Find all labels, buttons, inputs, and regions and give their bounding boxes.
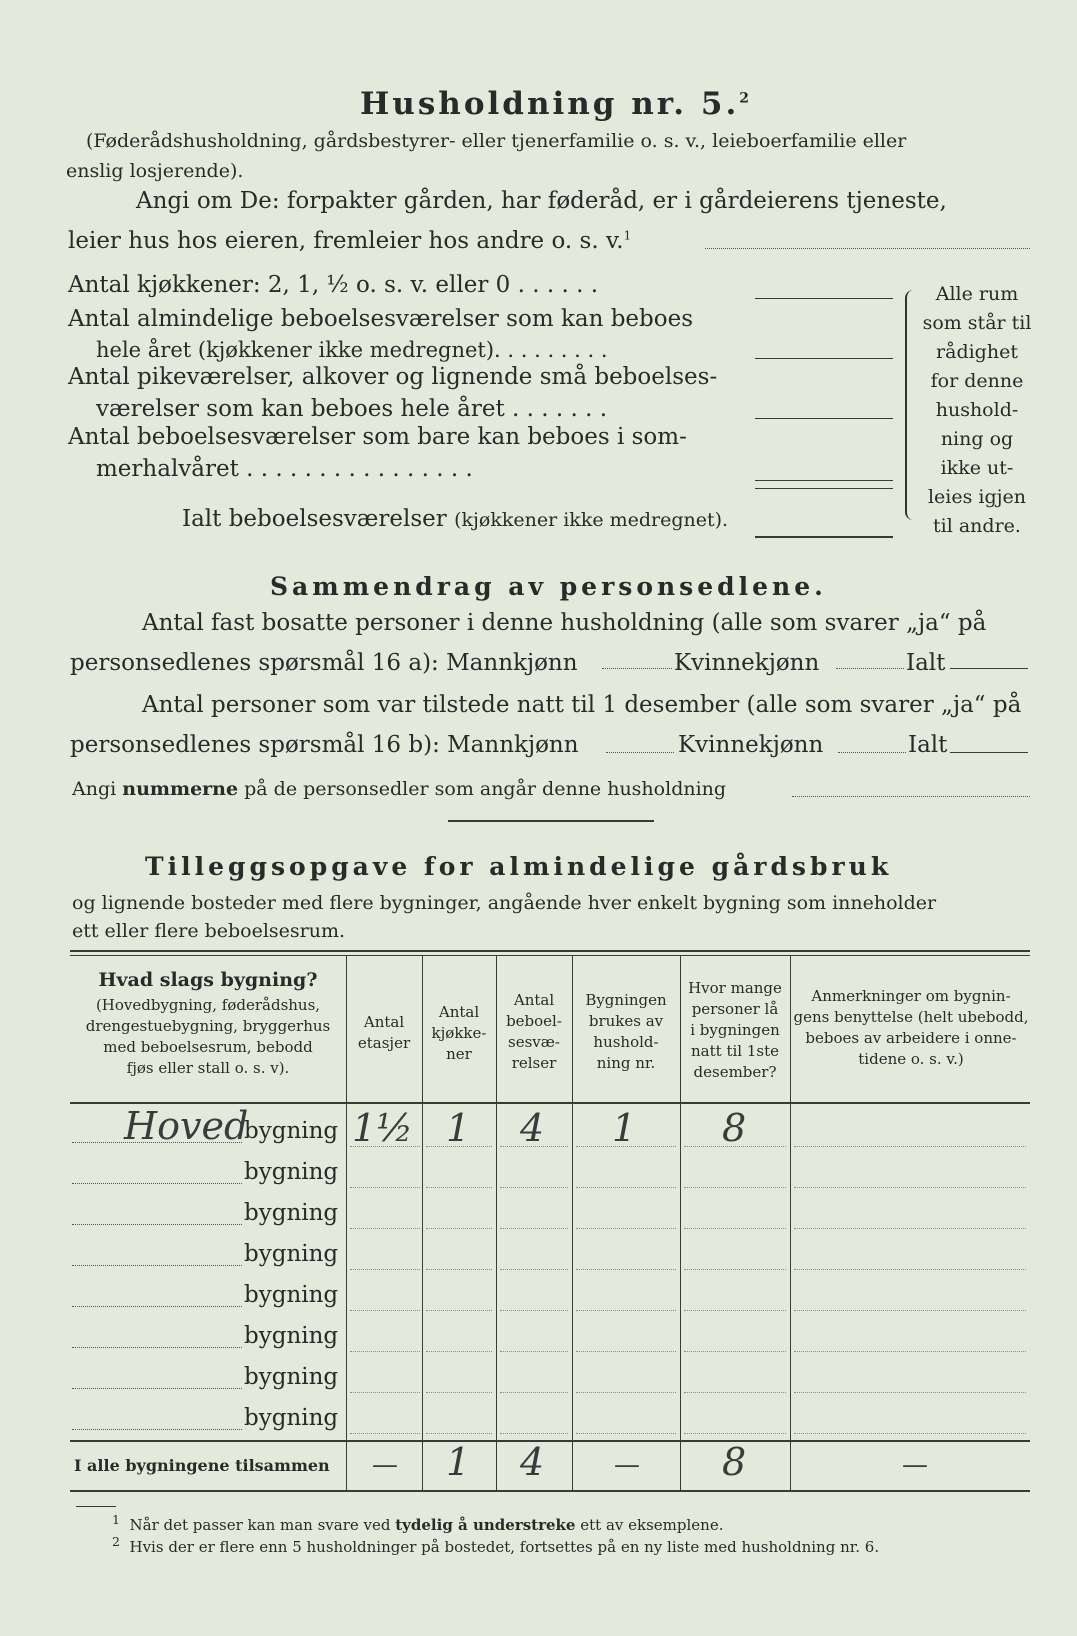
cell-field-line[interactable] [794, 1310, 1026, 1311]
footnote-1-bold: tydelig å understreke [395, 1516, 576, 1534]
cell-field-line[interactable] [426, 1228, 492, 1229]
cell-field-line[interactable] [684, 1433, 786, 1434]
col-header-kitchens [424, 1002, 494, 1065]
col-header-building-sub-line-2: drengestuebygning, bryggerhus [85, 1017, 331, 1035]
cell-field-line[interactable] [684, 1146, 786, 1147]
cell-persons[interactable]: 8 [722, 1106, 747, 1150]
p1-female-label: Kvinnekjønn [674, 650, 820, 676]
question-line-2 [68, 228, 631, 254]
title-footnote-mark: 2 [739, 90, 752, 107]
side-note-line-1: Alle rum [935, 283, 1019, 305]
col-divider-6 [790, 955, 791, 1490]
rooms-answer-line[interactable] [755, 358, 893, 359]
summer-rooms-question-b: merhalvåret . . . . . . . . . . . . . . . . [96, 456, 473, 482]
intro-line-2: enslig losjerende). [66, 160, 244, 182]
col-header-building-sub-line-4: fjøs eller stall o. s. v). [126, 1059, 290, 1077]
cell-field-line[interactable] [794, 1187, 1026, 1188]
building-name-field[interactable] [72, 1429, 242, 1430]
cell-field-line[interactable] [426, 1351, 492, 1352]
kitchens-question: Antal kjøkkener: 2, 1, ½ o. s. v. eller 0 . . . . . . [68, 272, 599, 298]
row-label-bygning: bygning [244, 1241, 339, 1267]
footnote-2-text: Hvis der er flere enn 5 husholdninger på bostedet, fortsettes på en ny liste med husholdning nr. 6. [129, 1538, 880, 1556]
building-name-field[interactable] [72, 1265, 242, 1266]
summary-p2-line2: personsedlenes spørsmål 16 b): Mannkjønn [70, 732, 579, 758]
totals-floors[interactable]: — [372, 1450, 398, 1480]
cell-field-line[interactable] [350, 1351, 420, 1352]
kitchens-answer-line[interactable] [755, 298, 893, 299]
cell-field-line[interactable] [500, 1351, 568, 1352]
col-header-persons [682, 978, 788, 1083]
section-divider [448, 820, 654, 822]
cell-field-line[interactable] [500, 1310, 568, 1311]
cell-field-line[interactable] [350, 1146, 420, 1147]
cell-field-line[interactable] [684, 1228, 786, 1229]
side-note-line-8: leies igjen [927, 486, 1027, 508]
cell-field-line[interactable] [576, 1269, 676, 1270]
question-line-2-text: leier hus hos eieren, fremleier hos andre o. s. v. [68, 228, 624, 254]
table-bottom-rule [70, 1490, 1030, 1492]
row-label-bygning: bygning [244, 1118, 339, 1144]
cell-field-line[interactable] [426, 1310, 492, 1311]
numbers-suffix: på de personsedler som angår denne husholdning [238, 778, 727, 800]
page-title [360, 86, 752, 122]
side-note-line-4: for denne [930, 370, 1024, 392]
totals-used[interactable]: — [614, 1450, 640, 1480]
side-note-line-5: hushold- [935, 399, 1019, 421]
table-top-rule [70, 950, 1030, 952]
col-header-floors [348, 1012, 420, 1054]
col-header-remarks [792, 986, 1030, 1070]
p1-female-field[interactable] [836, 668, 904, 669]
col-header-rooms-line-4: relser [511, 1054, 557, 1072]
building-name-field[interactable] [72, 1306, 242, 1307]
p2-female-field[interactable] [838, 752, 906, 753]
cell-field-line[interactable] [350, 1310, 420, 1311]
maid-rooms-question-a: Antal pikeværelser, alkover og lignende små beboelses- [68, 364, 718, 390]
col-header-persons-line-5: desember? [693, 1063, 777, 1081]
cell-field-line[interactable] [794, 1228, 1026, 1229]
cell-field-line[interactable] [684, 1269, 786, 1270]
totals-rooms[interactable]: 4 [520, 1440, 545, 1484]
numbers-bold: nummerne [122, 778, 239, 800]
col-header-used [574, 990, 678, 1074]
col-header-persons-line-1: Hvor mange [688, 979, 782, 997]
col-header-used-line-2: brukes av [588, 1012, 664, 1030]
p2-total-label: Ialt [908, 732, 948, 758]
table-totals-rule [70, 1440, 1030, 1442]
cell-field-line[interactable] [350, 1269, 420, 1270]
col-header-remarks-line-2: gens benyttelse (helt ubebodd, [793, 1008, 1029, 1026]
rooms-total-note: (kjøkkener ikke medregnet). [454, 509, 729, 531]
col-header-building-sub [72, 995, 344, 1079]
cell-used[interactable]: 1 [612, 1106, 637, 1150]
cell-field-line[interactable] [350, 1228, 420, 1229]
col-header-rooms-line-3: sesvæ- [508, 1033, 560, 1051]
col-divider-4 [572, 955, 573, 1490]
side-note-line-2: som står til [922, 312, 1032, 334]
cell-rooms[interactable]: 4 [520, 1106, 545, 1150]
summer-rooms-answer-line[interactable] [755, 480, 893, 481]
col-header-kitchens-line-2: kjøkke- [431, 1024, 487, 1042]
p1-total-field[interactable] [950, 668, 1028, 669]
col-divider-5 [680, 955, 681, 1490]
col-header-used-line-3: hushold- [593, 1033, 659, 1051]
col-divider-3 [496, 955, 497, 1490]
cell-field-line[interactable] [500, 1392, 568, 1393]
rooms-total-text: Ialt beboelsesværelser [182, 506, 447, 532]
col-header-kitchens-line-3: ner [446, 1045, 472, 1063]
question-footnote-mark: 1 [623, 228, 632, 243]
col-header-building-title: Hvad slags bygning? [98, 969, 318, 991]
row-label-bygning: bygning [244, 1323, 339, 1349]
building-name[interactable]: Hoved [124, 1104, 249, 1148]
row-label-bygning: bygning [244, 1200, 339, 1226]
footnote-1-pre: Når det passer kan man svare ved [129, 1516, 396, 1534]
supplement-line-2: ett eller flere beboelsesrum. [72, 920, 346, 942]
col-header-rooms-line-1: Antal [513, 991, 555, 1009]
cell-field-line[interactable] [500, 1146, 568, 1147]
col-header-persons-line-4: natt til 1ste [691, 1042, 779, 1060]
side-note-line-7: ikke ut- [940, 457, 1014, 479]
side-note-line-9: til andre. [933, 515, 1021, 537]
summary-p1-line2: personsedlenes spørsmål 16 a): Mannkjønn [70, 650, 578, 676]
rooms-total-label [182, 506, 728, 532]
totals-persons[interactable]: 8 [722, 1440, 747, 1484]
col-header-persons-line-2: personer lå [691, 1000, 779, 1018]
cell-field-line[interactable] [500, 1269, 568, 1270]
cell-field-line[interactable] [500, 1187, 568, 1188]
p2-female-label: Kvinnekjønn [678, 732, 824, 758]
summary-p2-line1: Antal personer som var tilstede natt til 1 desember (alle som svarer „ja“ på [142, 692, 1022, 718]
rooms-total-answer-line[interactable] [755, 536, 893, 538]
col-header-building [72, 970, 344, 1079]
numbers-line [72, 778, 726, 800]
totals-kitchens[interactable]: 1 [446, 1440, 471, 1484]
table-top-rule-2 [70, 955, 1030, 956]
rooms-question-1a: Antal almindelige beboelsesværelser som kan beboes [68, 306, 694, 332]
row-label-bygning: bygning [244, 1405, 339, 1431]
numbers-field[interactable] [792, 796, 1030, 797]
cell-field-line[interactable] [576, 1310, 676, 1311]
cell-field-line[interactable] [794, 1269, 1026, 1270]
col-header-persons-line-3: i bygningen [690, 1021, 780, 1039]
building-name-field[interactable] [72, 1183, 242, 1184]
question-line-1: Angi om De: forpakter gården, har føderåd, er i gårdeierens tjeneste, [136, 188, 947, 214]
supplement-line-1: og lignende bosteder med flere bygninger, angående hver enkelt bygning som inneholder [72, 892, 937, 914]
cell-field-line[interactable] [684, 1351, 786, 1352]
cell-field-line[interactable] [426, 1146, 492, 1147]
cell-field-line[interactable] [684, 1310, 786, 1311]
side-note-brace [905, 290, 917, 520]
col-header-remarks-line-1: Anmerkninger om bygnin- [811, 987, 1011, 1005]
footnote-1 [112, 1512, 724, 1534]
side-note-line-3: rådighet [936, 341, 1018, 363]
intro-line-1: (Føderådshusholdning, gårdsbestyrer- eller tjenerfamilie o. s. v., leieboerfamilie eller [86, 130, 907, 152]
cell-field-line[interactable] [576, 1433, 676, 1434]
cell-field-line[interactable] [576, 1146, 676, 1147]
cell-field-line[interactable] [794, 1433, 1026, 1434]
footnote-rule [76, 1506, 116, 1507]
col-header-floors-line-1: Antal [363, 1013, 405, 1031]
col-header-kitchens-line-1: Antal [438, 1003, 480, 1021]
row-label-bygning: bygning [244, 1282, 339, 1308]
cell-field-line[interactable] [794, 1351, 1026, 1352]
cell-field-line[interactable] [576, 1228, 676, 1229]
footnote-2-mark: 2 [112, 1534, 120, 1549]
col-divider-2 [422, 955, 423, 1490]
maid-rooms-question-b: værelser som kan beboes hele året . . . . . . . [96, 396, 608, 422]
cell-field-line[interactable] [350, 1433, 420, 1434]
p1-total-label: Ialt [906, 650, 946, 676]
totals-remarks[interactable]: — [902, 1450, 928, 1480]
building-name-field[interactable] [72, 1388, 242, 1389]
cell-field-line[interactable] [426, 1187, 492, 1188]
cell-field-line[interactable] [426, 1433, 492, 1434]
cell-field-line[interactable] [350, 1392, 420, 1393]
row-label-bygning: bygning [244, 1364, 339, 1390]
totals-label: I alle bygningene tilsammen [74, 1456, 330, 1475]
side-note-line-6: ning og [940, 428, 1014, 450]
row-label-bygning: bygning [244, 1159, 339, 1185]
col-header-floors-line-2: etasjer [357, 1034, 411, 1052]
cell-field-line[interactable] [426, 1269, 492, 1270]
cell-field-line[interactable] [684, 1187, 786, 1188]
cell-field-line[interactable] [684, 1392, 786, 1393]
footnote-1-mark: 1 [112, 1512, 120, 1527]
cell-field-line[interactable] [576, 1187, 676, 1188]
building-name-field[interactable] [72, 1347, 242, 1348]
rooms-question-1b: hele året (kjøkkener ikke medregnet). . . . . . . . . [96, 338, 608, 362]
building-name-field[interactable] [72, 1224, 242, 1225]
p1-male-field[interactable] [602, 668, 672, 669]
footnote-2 [112, 1534, 879, 1556]
cell-field-line[interactable] [794, 1146, 1026, 1147]
cell-field-line[interactable] [576, 1351, 676, 1352]
col-header-rooms [498, 990, 570, 1074]
summer-rooms-question-a: Antal beboelsesværelser som bare kan beboes i som- [68, 424, 687, 450]
summary-p1-line1: Antal fast bosatte personer i denne husholdning (alle som svarer „ja“ på [142, 610, 987, 636]
col-divider-1 [346, 955, 347, 1490]
col-header-remarks-line-3: beboes av arbeidere i onne- [805, 1029, 1017, 1047]
maid-rooms-answer-line[interactable] [755, 418, 893, 419]
col-header-used-line-4: ning nr. [596, 1054, 656, 1072]
numbers-prefix: Angi [72, 778, 123, 800]
footnote-1-post: ett av eksemplene. [575, 1516, 724, 1534]
cell-field-line[interactable] [500, 1228, 568, 1229]
col-header-building-sub-line-1: (Hovedbygning, føderådshus, [95, 996, 321, 1014]
col-header-rooms-line-2: beboel- [506, 1012, 562, 1030]
summary-heading: Sammendrag av personsedlene. [270, 572, 827, 601]
col-header-remarks-line-4: tidene o. s. v.) [858, 1050, 964, 1068]
col-header-used-line-1: Bygningen [585, 991, 667, 1009]
cell-field-line[interactable] [794, 1392, 1026, 1393]
cell-field-line[interactable] [576, 1392, 676, 1393]
cell-field-line[interactable] [500, 1433, 568, 1434]
supplement-heading: Tilleggsopgave for almindelige gårdsbruk [145, 852, 893, 881]
side-note [922, 280, 1032, 541]
p2-total-field[interactable] [950, 752, 1028, 753]
cell-floors[interactable]: 1½ [352, 1106, 414, 1150]
col-header-building-sub-line-3: med beboelsesrum, bebodd [103, 1038, 313, 1056]
summer-rooms-separator [755, 488, 893, 489]
p2-male-field[interactable] [606, 752, 674, 753]
cell-field-line[interactable] [426, 1392, 492, 1393]
answer-line-tenure[interactable] [705, 248, 1030, 249]
cell-field-line[interactable] [350, 1187, 420, 1188]
title-text: Husholdning nr. 5. [360, 86, 740, 122]
cell-kitchens[interactable]: 1 [446, 1106, 471, 1150]
